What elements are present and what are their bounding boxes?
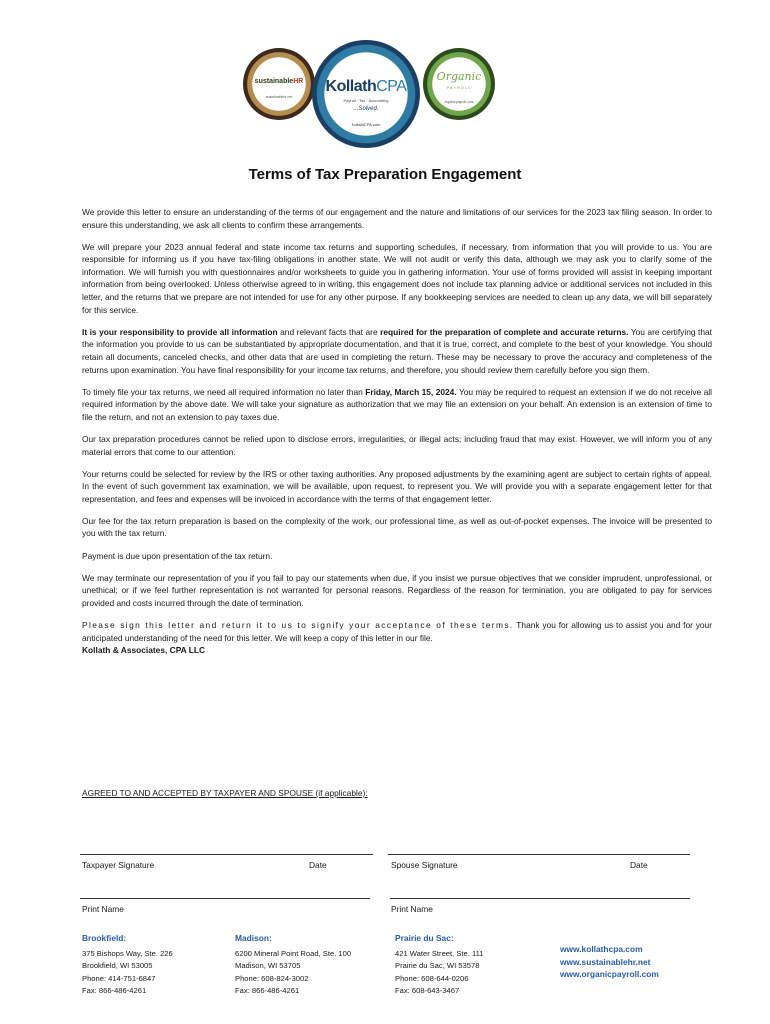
office-phone: Phone: 608-644-0206 xyxy=(395,973,469,983)
deadline-b: You may be required to request an extension if we do not receive all required information by the above date. We will take your signature as authorization that we may file an extension on your behalf. An extension is an extension of time to file the return, and not an extension to pay taxes due. xyxy=(82,386,712,422)
office-madison xyxy=(235,932,351,998)
logo-right-brand: Organic xyxy=(436,70,482,83)
logo-center-brand-b: CPA xyxy=(376,78,407,95)
paragraph-scope: We will prepare your 2023 annual federal and state income tax returns and supporting schedules, if necessary, from information that you will provide to us. You are responsible for informing us if you have tax-filing obligations in another state. We will not audit or verify this data, although we may ask you to clarify some of the information. We will furnish you with questionnaires and/or worksheets to guide you in gathering information. Your use of forms provided will assist in keeping important information from being overlooked. Unless otherwise agreed to in writing, this engagement does not include tax planning advice or additional services not included in this letter, and the returns that we prepare are not intended for use for any other purpose. If any bookkeeping services are needed to clean up any data, we will bill separately for this service. xyxy=(82,241,712,315)
logo-center-tagline: ...Solved. xyxy=(353,106,379,112)
paragraph-intro: We provide this letter to ensure an understanding of the terms of our engagement and the nature and limitations of our services for the 2023 tax filing season. In order to ensure this understanding, we ask all clients to confirm these arrangements. xyxy=(82,207,712,230)
office-name: Madison: xyxy=(235,933,272,943)
taxpayer-print-name-label: Print Name xyxy=(82,904,124,914)
sustainable-hr-logo xyxy=(243,48,315,120)
agreement-heading: AGREED TO AND ACCEPTED BY TAXPAYER AND SPOUSE (if applicable): xyxy=(82,788,368,798)
logo-left-brand-a: sustainable xyxy=(254,78,294,85)
deadline-a: To timely file your tax returns, we need all required information no later than xyxy=(82,386,366,397)
page-title: Terms of Tax Preparation Engagement xyxy=(248,166,522,183)
logo-center-brand-a: Kollath xyxy=(325,78,377,95)
letter-body xyxy=(82,206,712,657)
office-address-line1: 421 Water Street, Ste. 111 xyxy=(395,948,484,958)
office-name: Brookfield: xyxy=(82,933,127,943)
paragraph-fee: Our fee for the tax return preparation is based on the complexity of the work, our professional time, as well as out-of-pocket expenses. The invoice will be presented to you with the tax return. xyxy=(82,515,712,539)
logo-center-sub: Payroll · Tax · Accounting xyxy=(343,98,389,103)
website-link-kollathcpa[interactable]: www.kollathcpa.com xyxy=(560,944,643,954)
logo-center-url: KollathCPA.com xyxy=(351,122,381,127)
spouse-date-label: Date xyxy=(630,860,648,870)
paragraph-deadline xyxy=(82,386,712,424)
responsibility-rest: You are certifying that the information you provide to us can be substantiated by appropriate documentation, and that it is true, correct, and complete to the best of your knowledge. You should retain all documents, canceled checks, and other data that are used in completing the return. These may be necessary to prove the accuracy and completeness of the returns upon examination. You have final responsibility for your income tax returns, and therefore, you should review them carefully before you sign them. xyxy=(82,326,712,375)
spouse-signature-label: Spouse Signature xyxy=(391,860,458,870)
office-fax: Fax: 608-643-3467 xyxy=(395,986,460,996)
sign-request-rest: Thank you for allowing us to assist you and for your anticipated understanding of the need for this letter. We will keep a copy of this letter in our file. xyxy=(82,619,712,643)
website-link-sustainablehr[interactable]: www.sustainablehr.net xyxy=(560,956,651,967)
logo-right-url: organicpayroll.com xyxy=(444,100,474,104)
sign-request-wide: Please sign this letter and return it to us to signify your acceptance of these terms. xyxy=(82,619,514,630)
office-brookfield xyxy=(82,932,173,998)
paragraph-responsibility xyxy=(82,326,712,376)
logo-left-brand-b: HR xyxy=(293,78,304,85)
office-prairie-du-sac xyxy=(395,932,484,998)
paragraph-irs-review: Your returns could be selected for review by the IRS or other taxing authorities. Any proposed adjustments by the examining agent are subject to certain rights of appeal. In the event of such government tax examination, we will be available, upon request, to represent you. We will provide you with a separate engagement letter for that representation, and fees and expenses will be invoiced in accordance with the terms of that engagement letter. xyxy=(82,468,712,504)
office-address-line2: Brookfield, WI 53005 xyxy=(82,961,153,971)
office-fax: Fax: 866-486-4261 xyxy=(82,986,147,996)
spouse-print-name-line[interactable] xyxy=(390,898,690,899)
office-fax: Fax: 866-486-4261 xyxy=(235,986,300,996)
responsibility-bold-1: It is your responsibility to provide all information xyxy=(82,326,278,337)
office-address-line1: 375 Bishops Way, Ste. 226 xyxy=(82,948,173,958)
taxpayer-date-label: Date xyxy=(309,860,327,870)
office-phone: Phone: 608-824-3002 xyxy=(235,973,309,983)
spouse-print-name-label: Print Name xyxy=(391,904,433,914)
firm-signoff: Kollath & Associates, CPA LLC xyxy=(82,645,206,656)
kollath-cpa-logo xyxy=(312,40,420,148)
spouse-signature-line[interactable] xyxy=(388,854,690,855)
office-address-line1: 6200 Mineral Point Road, Ste. 100 xyxy=(235,948,352,958)
taxpayer-print-name-line[interactable] xyxy=(80,898,370,899)
office-address-line2: Madison, WI 53705 xyxy=(235,961,301,971)
taxpayer-signature-label: Taxpayer Signature xyxy=(82,860,155,870)
paragraph-procedures: Our tax preparation procedures cannot be relied upon to disclose errors, irregularities, or illegal acts; including fraud that may exist. However, we will inform you of any material errors that come to our attention. xyxy=(82,433,712,457)
taxpayer-signature-line[interactable] xyxy=(80,854,373,855)
website-links xyxy=(560,943,659,981)
paragraph-payment: Payment is due upon presentation of the tax return. xyxy=(82,550,273,561)
office-address-line2: Prairie du Sac, WI 53578 xyxy=(395,961,480,971)
paragraph-termination: We may terminate our representation of you if you fail to pay our statements when due, if you insist we pursue objectives that we consider imprudent, unprofessional, or unethical; or if we feel further representation is not warranted for personal reasons. Regardless of the reason for termination, you are obligated to pay for services provided and costs incurred through the date of termination. xyxy=(82,572,712,608)
office-name: Prairie du Sac: xyxy=(395,933,454,943)
logo-left-sub: sustainablehr.net xyxy=(265,95,293,99)
logo-right-sub: PAYROLL xyxy=(446,85,472,90)
responsibility-bold-2: required for the preparation of complete and accurate returns. xyxy=(380,326,629,337)
paragraph-sign-request xyxy=(82,619,712,644)
website-link-organicpayroll[interactable]: www.organicpayroll.com xyxy=(560,969,659,980)
organic-payroll-logo xyxy=(423,48,495,120)
responsibility-mid: and relevant facts that are xyxy=(277,326,381,337)
footer xyxy=(82,932,722,1002)
office-phone: Phone: 414-751-6847 xyxy=(82,973,156,983)
deadline-date: Friday, March 15, 2024. xyxy=(365,386,457,397)
header-logos xyxy=(0,40,770,160)
